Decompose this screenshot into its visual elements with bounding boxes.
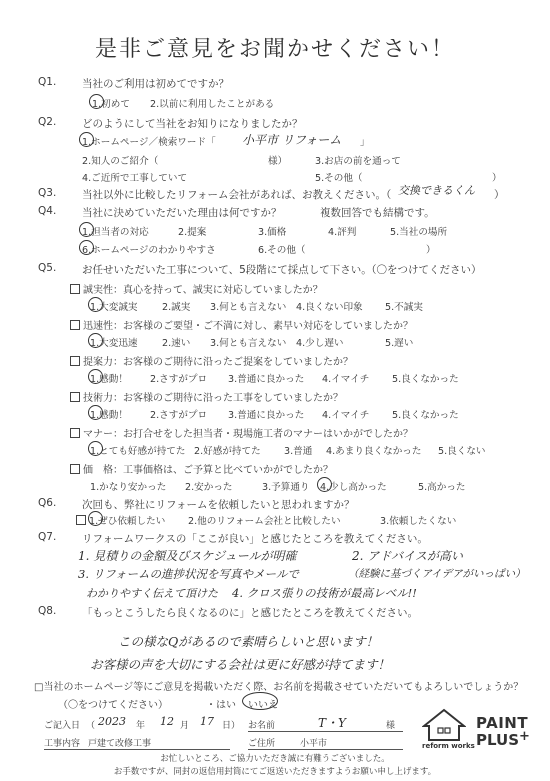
- q4-question: 当社に決めていただいた理由は何ですか？: [82, 207, 282, 219]
- name-label: お名前: [248, 721, 276, 731]
- plus-logo-text: PLUS: [476, 731, 520, 749]
- q2-option-2[interactable]: 2.知人のご紹介（: [82, 156, 159, 167]
- checkbox[interactable]: [70, 392, 80, 402]
- q1-option-2[interactable]: 2.以前に利用したことがある: [150, 99, 275, 110]
- work-label: 工事内容: [44, 739, 81, 749]
- q5-note: （〇をつけてください）: [366, 264, 482, 276]
- q5-item-label: [70, 317, 413, 332]
- q6-option-3[interactable]: 3.依頼したくない: [380, 516, 457, 527]
- consent-yes[interactable]: ・はい: [206, 700, 236, 711]
- answer-circle: [317, 477, 332, 492]
- q5-item-4-option-2[interactable]: 2.さすがプロ: [150, 410, 208, 421]
- q2-bracket-close: 」: [360, 137, 370, 148]
- q3-close: ）: [494, 189, 505, 201]
- q6-question: 次回も、弊社にリフォームを依頼したいと思われますか？: [82, 499, 355, 511]
- q5-item-1-label: 誠実性：真心を持って、誠実に対応していましたか？: [83, 285, 323, 296]
- q2-option-1[interactable]: 1.ホームページ／検索ワード「: [82, 137, 216, 148]
- q5-item-5-label: マナー：お打合せをした担当者・現場施工者のマナーはいかがでしたか？: [83, 429, 413, 440]
- answer-circle: [79, 222, 94, 237]
- q5-item-1-option-5[interactable]: 5.不誠実: [385, 302, 423, 313]
- q2-option-4[interactable]: 4.ご近所で工事していて: [82, 173, 188, 184]
- q5-item-3-option-1[interactable]: 1.感動！: [90, 374, 128, 385]
- q5-item-label: [70, 281, 323, 296]
- q7-answer-1: 1. 見積りの金額及びスケジュールが明確: [78, 549, 297, 563]
- answer-circle: [88, 297, 103, 312]
- q4-option-1[interactable]: 1.担当者の対応: [82, 227, 149, 238]
- paint-logo-text: PAINT: [476, 714, 529, 732]
- q7-question: リフォームワークスの「ここが良い」と感じたところを教えてください。: [82, 533, 428, 545]
- answer-circle: [88, 511, 103, 526]
- q2-search-word-answer: 小平市 リフォーム: [242, 133, 342, 147]
- thanks-line-2: お手数ですが、同封の返信用封筒にてご返送いただきますようお願い申し上げます。: [113, 767, 437, 777]
- answer-circle: [89, 94, 104, 109]
- q5-item-2-label: 迅速性：お客様のご要望・ご不満に対し、素早い対応をしていましたか？: [83, 321, 413, 332]
- q5-item-2-option-4[interactable]: 4.少し遅い: [296, 338, 344, 349]
- answer-circle: [79, 240, 94, 255]
- date-day-label: 日）: [222, 721, 241, 731]
- q1-option-1[interactable]: 1.初めて: [92, 99, 130, 110]
- q5-item-1-option-4[interactable]: 4.良くない印象: [296, 302, 363, 313]
- consent-question: □当社のホームページ等にご意見を掲載いただく際、お名前を掲載させていただいてもよろしいでしょうか？: [34, 682, 524, 693]
- checkbox[interactable]: [70, 464, 80, 474]
- q5-item-6-label: 価 格：工事価格は、ご予算と比べていかがでしたか？: [83, 465, 333, 476]
- q5-item-5-option-2[interactable]: 2.好感が持てた: [194, 446, 261, 457]
- q5-item-5-option-3[interactable]: 3.普通: [284, 446, 313, 457]
- q4-option-5[interactable]: 5.当社の場所: [390, 227, 448, 238]
- q5-item-4-option-5[interactable]: 5.良くなかった: [392, 410, 459, 421]
- work-value: 戸建て改修工事: [88, 739, 152, 749]
- q2-option-5-close: ）: [492, 173, 502, 184]
- q4-option-7-close: ）: [426, 245, 436, 256]
- answer-circle: [88, 405, 103, 420]
- answer-circle: [88, 369, 103, 384]
- consent-no[interactable]: いいえ: [248, 700, 278, 711]
- q1-number: Q1.: [38, 76, 57, 88]
- name-sama: 様: [386, 721, 396, 731]
- q7-answer-4: 4. クロス張りの技術が最高レベル!!: [232, 586, 417, 600]
- date-label: ご記入日: [44, 721, 81, 731]
- q5-item-3-option-5[interactable]: 5.良くなかった: [392, 374, 459, 385]
- q5-item-4-label: 技術力：お客様のご期待に沿った工事をしていましたか？: [83, 393, 343, 404]
- q5-number: Q5.: [38, 262, 57, 274]
- q7-number: Q7.: [38, 531, 57, 543]
- q5-item-3-option-4[interactable]: 4.イマイチ: [322, 374, 370, 385]
- q5-item-5-option-5[interactable]: 5.良くない: [438, 446, 486, 457]
- date-year: 2023: [98, 715, 126, 728]
- q4-note: 複数回答でも結構です。: [320, 207, 435, 219]
- date-year-label: 年: [136, 721, 146, 731]
- q5-item-3-option-2[interactable]: 2.さすがプロ: [150, 374, 208, 385]
- q5-item-label: [70, 353, 353, 368]
- q5-item-6-option-4[interactable]: 4.少し高かった: [320, 482, 387, 493]
- q2-option-3[interactable]: 3.お店の前を通って: [315, 156, 401, 167]
- plus-sign-icon: +: [519, 729, 530, 744]
- q5-item-label: [70, 425, 413, 440]
- answer-circle: [242, 692, 278, 710]
- q5-item-5-option-1[interactable]: 1.とても好感が持てた: [90, 446, 186, 457]
- q5-item-2-option-1[interactable]: 1.大変迅速: [90, 338, 138, 349]
- q4-option-3[interactable]: 3.価格: [258, 227, 287, 238]
- q2-number: Q2.: [38, 116, 57, 128]
- q6-option-1-label: 1.ぜひ依頼したい: [89, 516, 166, 527]
- q3-number: Q3.: [38, 187, 57, 199]
- date-day: 17: [200, 715, 214, 728]
- q2-option-2-sama: 様）: [268, 156, 288, 167]
- q6-number: Q6.: [38, 497, 57, 509]
- q3-answer: 交換できるくん: [398, 184, 475, 197]
- answer-circle: [88, 333, 103, 348]
- answer-circle: [88, 441, 103, 456]
- thanks-line-1: お忙しいところ、ご協力いただき誠に有難うございました。: [160, 754, 390, 764]
- q5-item-2-option-2[interactable]: 2.速い: [162, 338, 191, 349]
- q6-option-2[interactable]: 2.他のリフォーム会社と比較したい: [188, 516, 341, 527]
- q5-item-6-option-2[interactable]: 2.安かった: [185, 482, 233, 493]
- name-value: T・Y: [318, 716, 346, 730]
- checkbox[interactable]: [70, 284, 80, 294]
- q4-option-4[interactable]: 4.評判: [328, 227, 357, 238]
- q1-question: 当社のご利用は初めてですか？: [82, 78, 229, 90]
- q5-item-2-option-5[interactable]: 5.遅い: [385, 338, 414, 349]
- checkbox[interactable]: [70, 356, 80, 366]
- q5-item-6-option-1[interactable]: 1.かなり安かった: [90, 482, 167, 493]
- q8-question: 「もっとこうしたら良くなるのに」と感じたところを教えてください。: [82, 607, 418, 619]
- q5-item-2-option-3[interactable]: 3.何とも言えない: [210, 338, 287, 349]
- q2-option-5[interactable]: 5.その他（: [315, 173, 363, 184]
- q5-item-1-option-1[interactable]: 1.大変誠実: [90, 302, 138, 313]
- answer-circle: [79, 132, 94, 147]
- q5-item-4-option-3[interactable]: 3.普通に良かった: [228, 410, 305, 421]
- q8-number: Q8.: [38, 605, 57, 617]
- q5-item-1-option-3[interactable]: 3.何とも言えない: [210, 302, 287, 313]
- date-open: （: [86, 721, 96, 731]
- q5-item-1-option-2[interactable]: 2.誠実: [162, 302, 191, 313]
- address-value: 小平市: [300, 739, 328, 749]
- q7-answer-2-note: （経験に基づくアイデアがいっぱい）: [348, 568, 526, 580]
- q4-option-2[interactable]: 2.提案: [178, 227, 207, 238]
- q5-question: お任せいただいた工事について、5段階にて採点して下さい。: [82, 264, 372, 276]
- q4-option-6[interactable]: 6.ホームページのわかりやすさ: [82, 245, 216, 256]
- q5-item-3-option-3[interactable]: 3.普通に良かった: [228, 374, 305, 385]
- q8-answer-2: お客様の声を大切にする会社は更に好感が持てます！: [90, 657, 391, 672]
- house-icon: [422, 708, 466, 742]
- q5-item-4-option-4[interactable]: 4.イマイチ: [322, 410, 370, 421]
- checkbox[interactable]: [70, 320, 80, 330]
- q7-answer-3b: わかりやすく伝えて頂けた: [86, 587, 218, 600]
- name-underline: [248, 731, 403, 732]
- work-underline: [44, 749, 230, 750]
- q5-item-6-option-3[interactable]: 3.予算通り: [262, 482, 310, 493]
- page-title: 是非ご意見をお聞かせください！: [94, 37, 455, 62]
- address-label: ご住所: [248, 739, 276, 749]
- q8-answer-1: この様なQがあるので素晴らしいと思います！: [118, 634, 379, 649]
- q7-answer-3: 3. リフォームの進捗状況を写真やメールで: [78, 567, 299, 581]
- q7-answer-2: 2. アドバイスが高い: [352, 549, 463, 563]
- checkbox[interactable]: [70, 428, 80, 438]
- q5-item-3-label: 提案力：お客様のご期待に沿ったご提案をしていましたか？: [83, 357, 353, 368]
- q5-item-6-option-5[interactable]: 5.高かった: [418, 482, 466, 493]
- q3-question: 当社以外に比較したリフォーム会社があれば、お教えください。（: [82, 189, 392, 201]
- address-underline: [248, 749, 403, 750]
- date-month: 12: [160, 715, 174, 728]
- q2-question: どのようにして当社をお知りになりましたか？: [82, 118, 303, 130]
- checkbox[interactable]: [76, 515, 86, 525]
- consent-note: （〇をつけてください）: [58, 700, 168, 711]
- date-month-label: 月: [180, 721, 190, 731]
- q4-option-7[interactable]: 6.その他（: [258, 245, 306, 256]
- q5-item-label: [70, 461, 333, 476]
- q5-item-4-option-1[interactable]: 1.感動！: [90, 410, 128, 421]
- q5-item-label: [70, 389, 343, 404]
- q4-number: Q4.: [38, 205, 57, 217]
- reform-works-logo: [422, 708, 475, 750]
- q5-item-5-option-4[interactable]: 4.あまり良くなかった: [326, 446, 422, 457]
- reform-works-text: reform works: [422, 742, 475, 750]
